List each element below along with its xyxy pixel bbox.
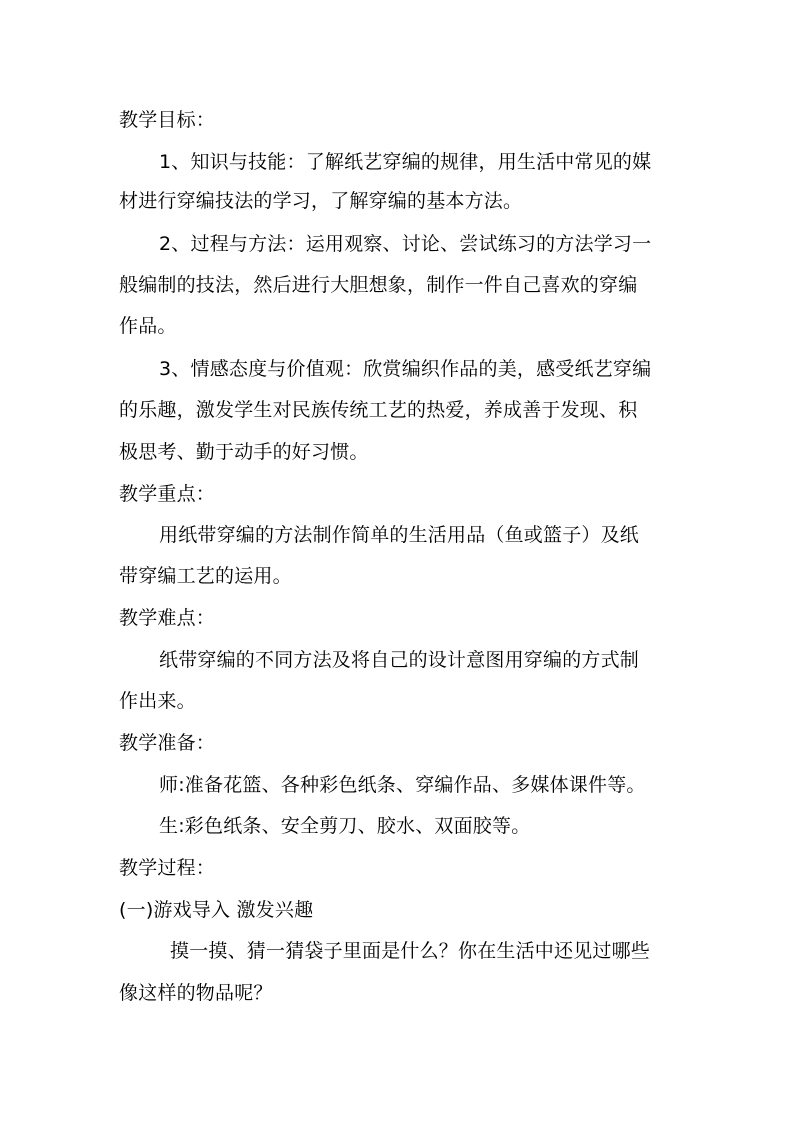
paragraph-line: 带穿编工艺的运用。 [119, 565, 292, 587]
paragraph-line: 生:彩色纸条、安全剪刀、胶水、双面胶等。 [159, 815, 531, 837]
paragraph-line: 的乐趣，激发学生对民族传统工艺的热爱，养成善于发现、积 [119, 399, 638, 421]
paragraph-line: 极思考、勤于动手的好习惯。 [119, 441, 369, 463]
paragraph-line: 3、情感态度与价值观：欣赏编织作品的美，感受纸艺穿编 [159, 358, 652, 380]
heading-preparation: 教学准备： [119, 732, 216, 754]
paragraph-line: 像这样的物品呢？ [119, 982, 273, 1004]
paragraph-line: 1、知识与技能：了解纸艺穿编的规律，用生活中常见的媒 [159, 151, 652, 173]
paragraph-line: 摸一摸、猜一猜袋子里面是什么？你在生活中还见过哪些 [170, 940, 651, 962]
paragraph-line: 纸带穿编的不同方法及将自己的设计意图用穿编的方式制 [159, 649, 640, 671]
paragraph-line: 材进行穿编技法的学习，了解穿编的基本方法。 [119, 190, 523, 212]
heading-key-points: 教学重点： [119, 483, 216, 505]
heading-process: 教学过程： [119, 857, 216, 879]
paragraph-line: 作出来。 [119, 690, 196, 712]
heading-teaching-goals: 教学目标： [119, 109, 216, 131]
paragraph-line: 般编制的技法，然后进行大胆想象，制作一件自己喜欢的穿编 [119, 274, 638, 296]
paragraph-line: 作品。 [119, 315, 177, 337]
paragraph-line: 2、过程与方法：运用观察、讨论、尝试练习的方法学习一 [159, 233, 652, 255]
paragraph-line: 师:准备花篮、各种彩色纸条、穿编作品、多媒体课件等。 [159, 774, 646, 796]
paragraph-line: 用纸带穿编的方法制作简单的生活用品（鱼或篮子）及纸 [159, 524, 640, 546]
section-title: (一)游戏导入 激发兴趣 [119, 899, 314, 921]
heading-difficult-points: 教学难点： [119, 607, 216, 629]
